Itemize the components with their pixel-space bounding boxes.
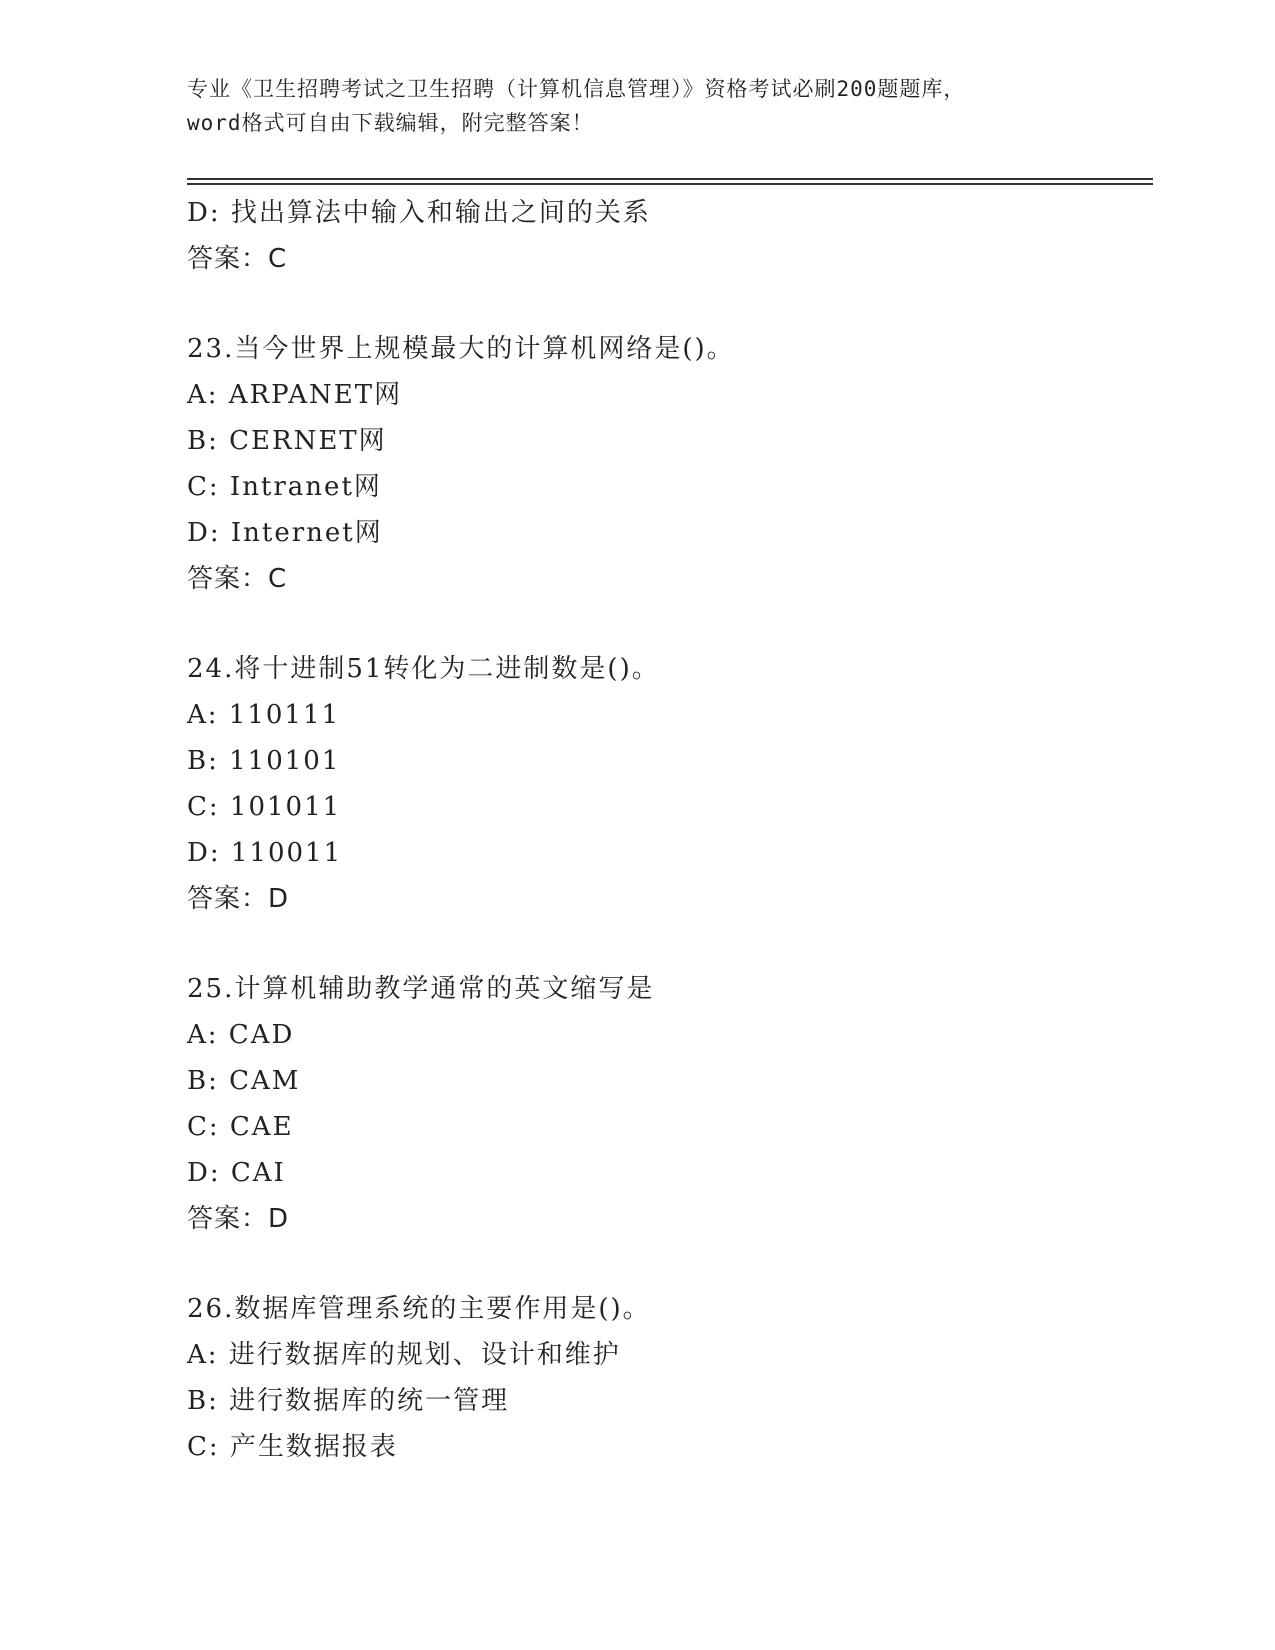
option-c: C: 产生数据报表 bbox=[187, 1432, 398, 1462]
question-list bbox=[187, 190, 1147, 1470]
question-block bbox=[187, 966, 1147, 1242]
question-block bbox=[187, 646, 1147, 922]
answer-line: 答案：C bbox=[187, 244, 288, 274]
header-divider-bottom bbox=[187, 183, 1153, 185]
option-b: B: CAM bbox=[187, 1066, 301, 1096]
option-c: C: Intranet网 bbox=[187, 472, 382, 502]
header-title-line-2: word格式可自由下载编辑，附完整答案！ bbox=[187, 111, 594, 135]
option-d: D: Internet网 bbox=[187, 518, 383, 548]
question-stem: 24.将十进制51转化为二进制数是()。 bbox=[187, 654, 660, 684]
option-c: C: CAE bbox=[187, 1112, 294, 1142]
question-stem: 26.数据库管理系统的主要作用是()。 bbox=[187, 1294, 651, 1324]
answer-line: 答案：D bbox=[187, 1204, 290, 1234]
option-d: D: 找出算法中输入和输出之间的关系 bbox=[187, 198, 651, 228]
answer-line: 答案：D bbox=[187, 884, 290, 914]
answer-line: 答案：C bbox=[187, 564, 288, 594]
option-b: B: CERNET网 bbox=[187, 426, 387, 456]
option-c: C: 101011 bbox=[187, 792, 342, 822]
spacer bbox=[187, 602, 1147, 646]
document-header bbox=[187, 72, 1087, 140]
option-b: B: 110101 bbox=[187, 746, 341, 776]
spacer bbox=[187, 922, 1147, 966]
question-block bbox=[187, 326, 1147, 602]
option-a: A: CAD bbox=[187, 1020, 295, 1050]
header-title-line-1: 专业《卫生招聘考试之卫生招聘（计算机信息管理）》资格考试必刷200题题库， bbox=[187, 77, 966, 101]
spacer bbox=[187, 282, 1147, 326]
option-d: D: CAI bbox=[187, 1158, 286, 1188]
question-block bbox=[187, 1286, 1147, 1470]
option-d: D: 110011 bbox=[187, 838, 343, 868]
spacer bbox=[187, 1242, 1147, 1286]
question-stem: 23.当今世界上规模最大的计算机网络是()。 bbox=[187, 334, 735, 364]
option-a: A: 进行数据库的规划、设计和维护 bbox=[187, 1340, 621, 1370]
question-stem: 25.计算机辅助教学通常的英文缩写是 bbox=[187, 974, 655, 1004]
option-b: B: 进行数据库的统一管理 bbox=[187, 1386, 510, 1416]
header-divider-top bbox=[187, 178, 1153, 180]
option-a: A: 110111 bbox=[187, 700, 341, 730]
option-a: A: ARPANET网 bbox=[187, 380, 403, 410]
